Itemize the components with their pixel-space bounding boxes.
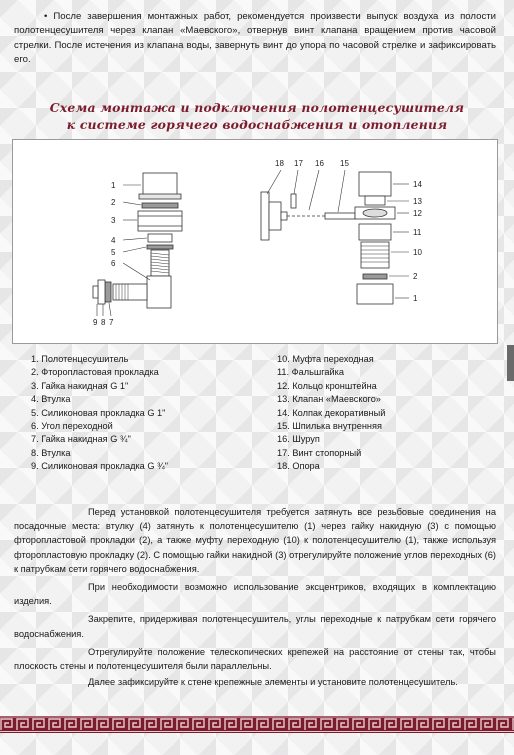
parts-legend-left [31,353,168,474]
page-edge-mark [507,345,514,381]
legend-item: 7. Гайка накидная G ¾" [31,434,131,445]
heading-line-1: Схема монтажа и подключения полотенцесушителя [49,100,465,115]
left-callouts [93,181,116,327]
callout-9: 9 [93,318,98,327]
callout-3: 3 [111,216,116,225]
callout-2-right: 2 [413,272,418,281]
left-assembly-drawing [93,173,182,316]
body-paragraph-3: Закрепите, придерживая полотенцесушитель, углы переходные к патрубкам сети горячего водоснабжения. [14,614,496,639]
greek-key-border [0,716,514,733]
legend-item: 12. Кольцо кронштейна [277,380,377,391]
callout-1-right: 1 [413,294,418,303]
heading-line-2: к системе горячего водоснабжения и отопления [66,117,448,132]
callout-6: 6 [111,259,116,268]
section-heading [0,99,514,133]
legend-item: 11. Фальшгайка [277,367,344,378]
callout-7: 7 [109,318,114,327]
legend-item: 8. Втулка [31,447,71,458]
right-callouts [275,159,422,303]
installation-diagram [12,139,498,344]
legend-item: 16. Шуруп [277,434,320,445]
callout-1: 1 [111,181,116,190]
legend-item: 10. Муфта переходная [277,354,374,364]
callout-10: 10 [413,248,422,257]
legend-item: 9. Силиконовая прокладка G ¾" [31,461,168,472]
legend-item: 18. Опора [277,461,320,472]
callout-4: 4 [111,236,116,245]
legend-item: 13. Клапан «Маевского» [277,394,381,405]
callout-11: 11 [413,228,422,237]
right-assembly-drawing [261,170,409,304]
body-paragraph-5: Далее зафиксируйте к стене крепежные элементы и установите полотенцесушитель. [88,677,458,688]
intro-paragraph [14,10,496,68]
legend-item: 17. Винт стопорный [277,447,362,458]
callout-5: 5 [111,248,116,257]
legend-item: 3. Гайка накидная G 1" [31,380,129,391]
legend-item: 2. Фторопластовая прокладка [31,367,159,378]
body-paragraph-1: Перед установкой полотенцесушителя требуется затянуть все резьбовые соединения на посадочные места: втулку (4) затянуть к полотенцесушителю (1) через гайку накидную (3) с помощью фторопластовой прокладки (2), а также муфту переходную (10) к полотенцесушителю (1), также используя фторопластовую прокладку (2). С помощью гайки накидной (3) отрегулируйте положение углов переходных (6) к патрубкам сети горячего водоснабжения. [14,507,496,574]
body-paragraph-2: При необходимости возможно использование эксцентриков, входящих в комплектацию изделия. [14,582,496,607]
legend-item: 5. Силиконовая прокладка G 1" [31,407,166,418]
instructions-body [14,505,496,693]
legend-item: 15. Шпилька внутренняя [277,421,382,432]
callout-2: 2 [111,198,116,207]
callout-14: 14 [413,180,422,189]
intro-text: После завершения монтажных работ, рекомендуется произвести выпуск воздуха из полости полотенцесушителя через клапан «Маевского», отвернув винт клапана вращением против часовой стрелки. После истечения из клапана воды, завернуть винт до упора по часовой стрелке и зафиксировать его. [14,11,497,66]
legend-item: 14. Колпак декоративный [277,407,386,418]
parts-legend-right [277,353,385,474]
callout-13: 13 [413,197,422,206]
legend-item: 4. Втулка [31,394,71,405]
legend-item: 1. Полотенцесушитель [31,354,129,364]
legend-item: 6. Угол переходной [31,421,113,432]
callout-15: 15 [340,159,349,168]
callout-8: 8 [101,318,106,327]
callout-17: 17 [294,159,303,168]
callout-18: 18 [275,159,284,168]
body-paragraph-4: Отрегулируйте положение телескопических крепежей на расстояние от стены так, чтобы плоскость стены и полотенцесушителя были параллельны. [14,646,496,672]
bullet: • [44,11,48,22]
callout-16: 16 [315,159,324,168]
callout-12: 12 [413,209,422,218]
